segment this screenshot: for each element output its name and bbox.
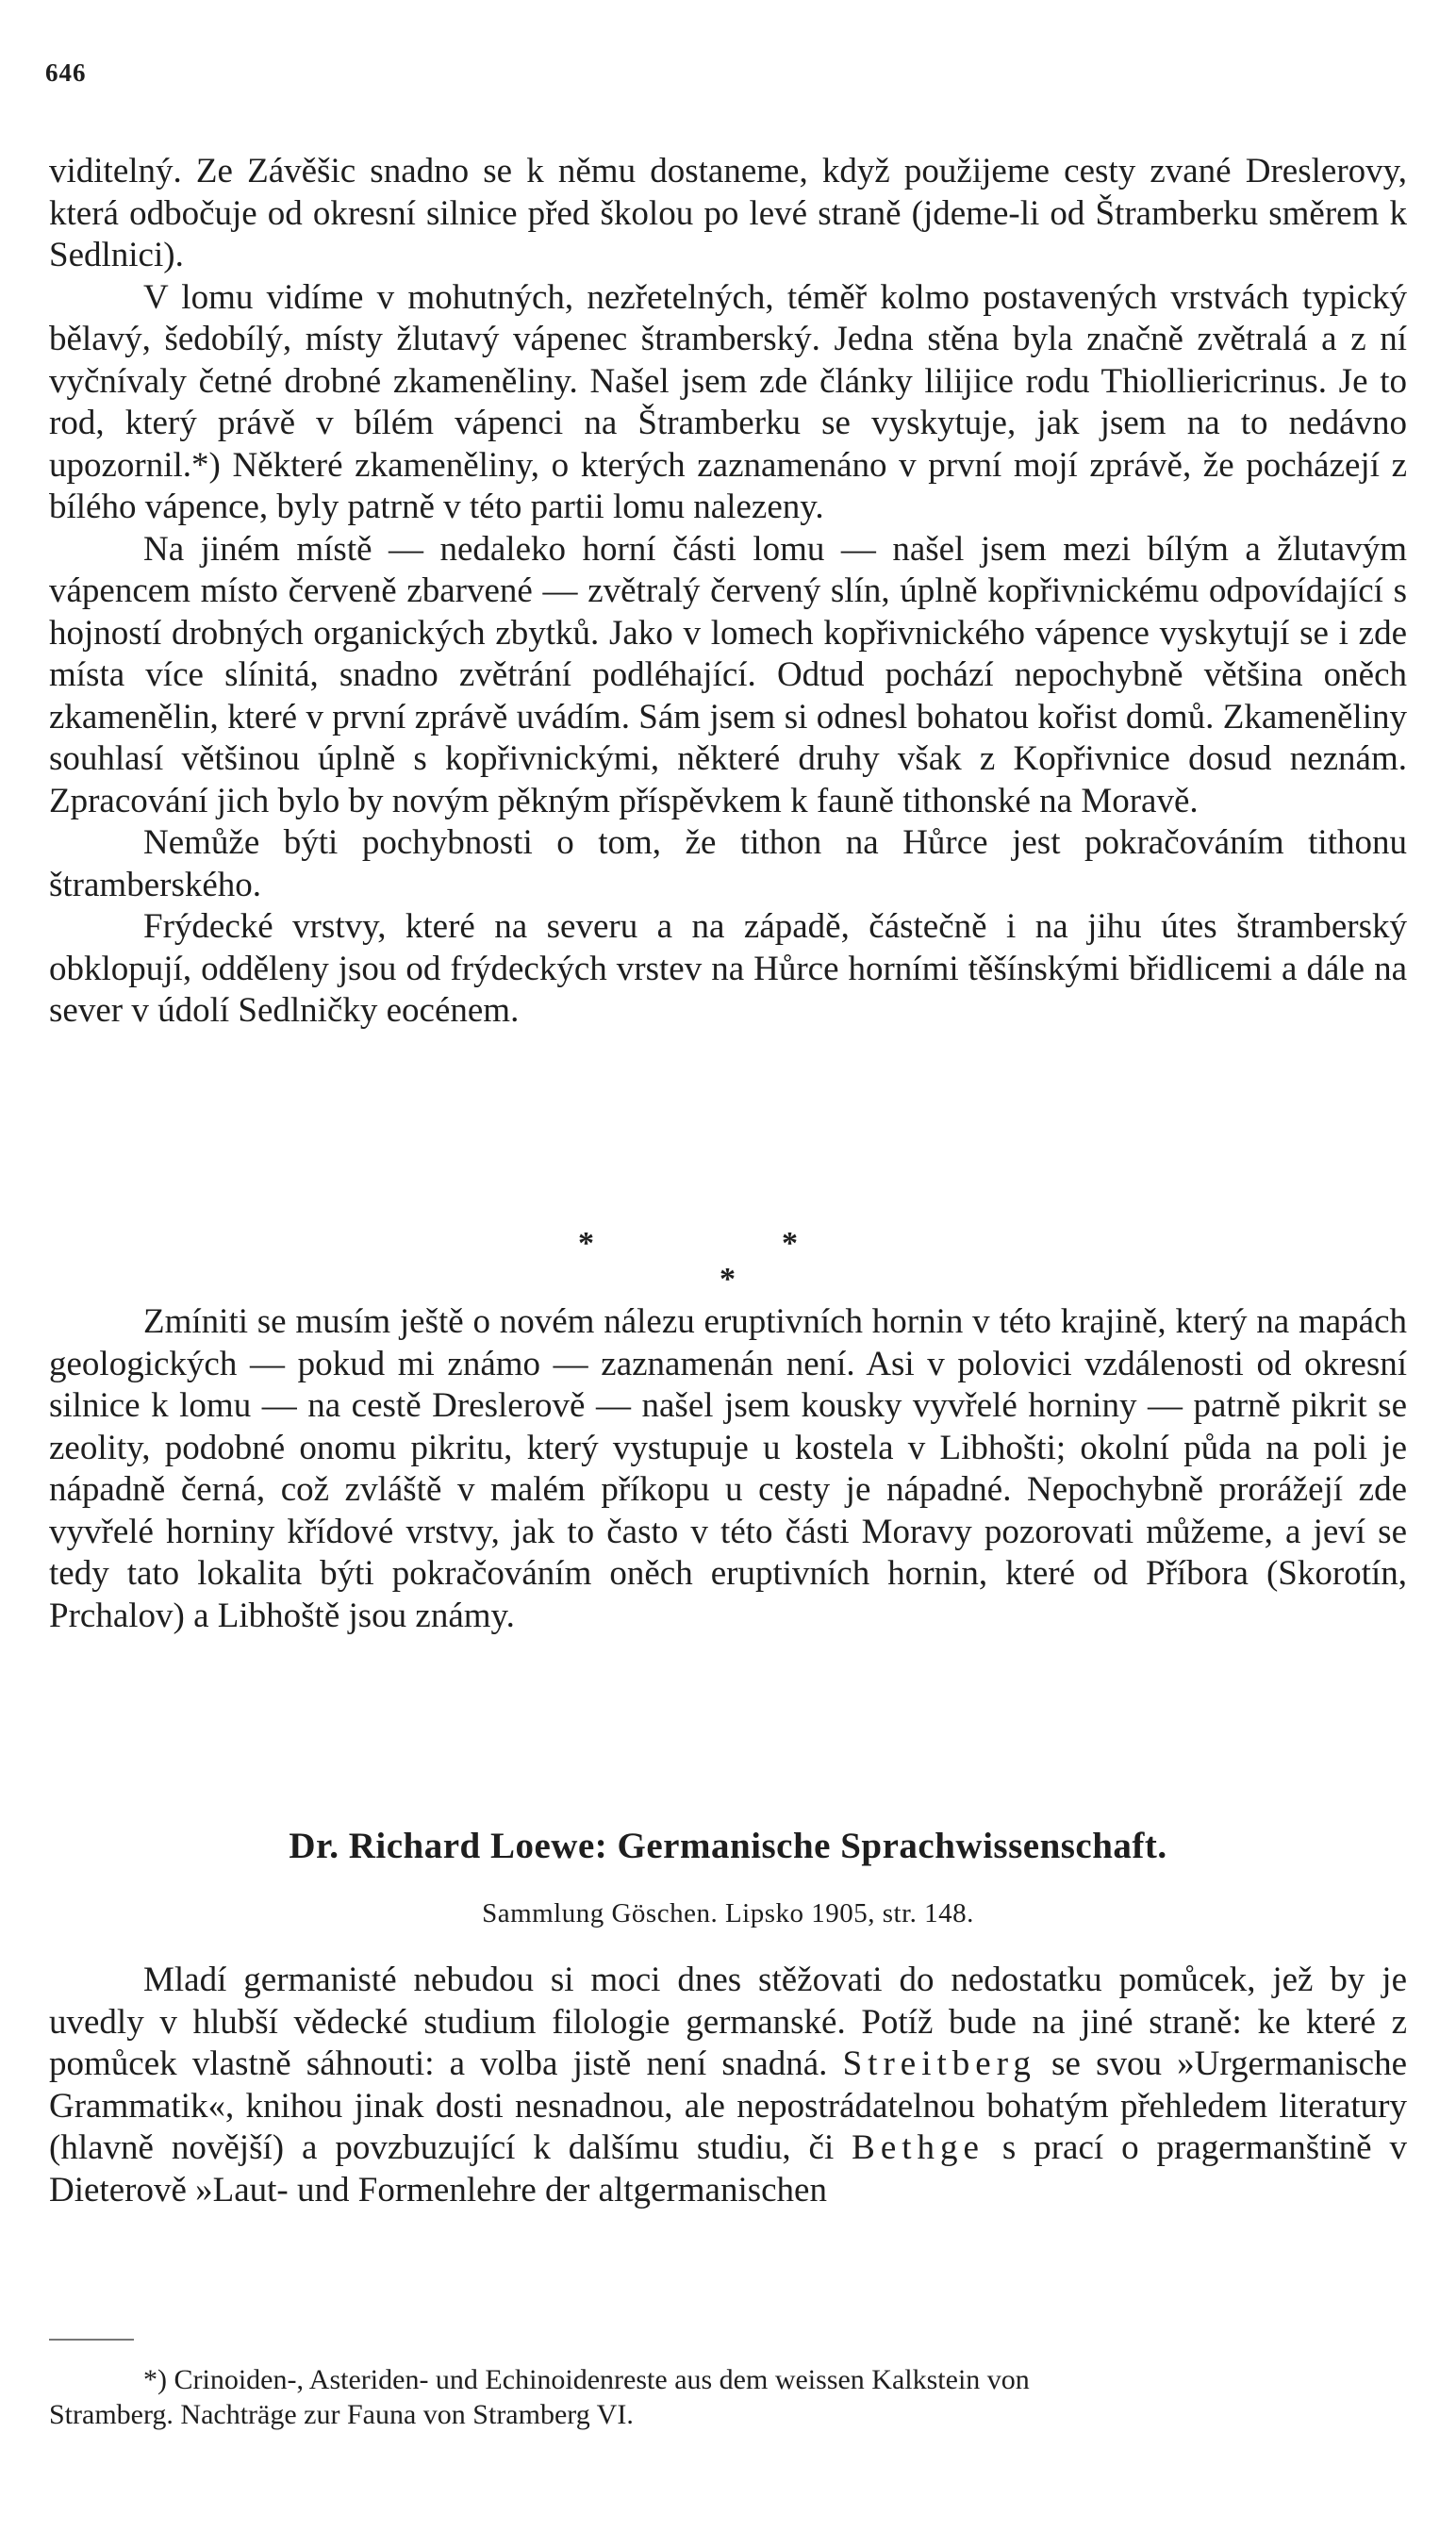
paragraph: V lomu vidíme v mohutných, nezřetelných, téměř kolmo postavených vrstvách typický bělavý, šedobílý, místy žlutavý vápenec štramberský. Jedna stěna byla značně zvětralá a z ní vyčnívaly četné drobné zkameněliny. Našel jsem zde články lilijice rodu Thiolliericrinus. Je to rod, který právě v bílém vápenci na Štramberku se vyskytuje, jak jsem na to nedávno upozornil.*) Některé zkameněliny, o kterých zaznamenáno v první mojí zprávě, že pocházejí z bílého vápence, byly patrně v této partii lomu nalezeny. (49, 277, 1407, 526)
review-body (49, 1960, 1407, 2211)
paragraph: Na jiném místě — nedaleko horní části lomu — našel jsem mezi bílým a žlutavým vápencem místo červeně zbarvené — zvětralý červený slín, úplně kopřivnickému odpovídající s hojností drobných organických zbytků. Jako v lomech kopřivnického vápence vyskytují se i zde místa více slínitá, snadno zvětrání podléhající. Odtud pochází nepochybně většina oněch zkamenělin, které v první zprávě uvádím. Sám jsem si odnesl bohatou kořist domů. Zkameněliny souhlasí většinou úplně s kopřivnickými, některé druhy však z Kopřivnice dosud neznám. Zpracování jich bylo by novým pěkným příspěvkem k fauně tithonské na Moravě. (49, 529, 1407, 820)
review-text-end: s prací o pragermanštině v Dieterově »Laut- und Formenlehre der altgermanischen (49, 2128, 1408, 2209)
footnote-line-1: *) Crinoiden-, Asteriden- und Echinoidenreste aus dem weissen Kalkstein von (143, 2364, 1030, 2395)
body-section-2 (49, 1301, 1407, 1637)
review-subtitle: Sammlung Göschen. Lipsko 1905, str. 148. (482, 1898, 974, 1928)
paragraph: viditelný. Ze Závěšic snadno se k němu dostaneme, když použijeme cesty zvané Dreslerovy, která odbočuje od okresní silnice před školou po levé straně (jdeme-li od Štramberku směrem k Sedlnici). (49, 152, 1407, 274)
author-name-bethge: Bethge (852, 2128, 984, 2167)
paragraph (49, 1960, 1407, 2211)
paragraph: Zmíniti se musím ještě o novém nálezu eruptivních hornin v této krajině, který na mapách geologických — pokud mi známo — zaznamenán není. Asi v polovici vzdálenosti od okresní silnice k lomu — na cestě Dreslerově — našel jsem kousky vyvřelé horniny — patrně pikrit se zeolity, podobné onomu pikritu, který vystupuje u kostela v Libhošti; okolní půda na poli je nápadně černá, což zvláště v malém příkopu u cesty je nápadné. Nepochybně prorážejí zde vyvřelé horniny křídové vrstvy, jak to často v této části Moravy pozorovati můžeme, a jeví se tedy tato lokalita býti pokračováním oněch eruptivních hornin, které od Příbora (Skorotín, Prchalov) a Libhoště jsou známy. (49, 1302, 1407, 1635)
footnote-line-2: Stramberg. Nachträge zur Fauna von Stramberg VI. (49, 2399, 634, 2430)
paragraph: Frýdecké vrstvy, které na severu a na západě, částečně i na jihu útes štramberský obklopují, odděleny jsou od frýdeckých vrstev na Hůrce horními těšínskými břidlicemi a dále na sever v údolí Sedlničky eocénem. (49, 907, 1407, 1030)
review-text-middle: se svou »Urgermanische Grammatik«, knihou jinak dosti nesnadnou, ale nepostrádatelnou bohatým přehledem literatury (hlavně novější) a povzbuzující k dalšímu studiu, či (49, 2044, 1407, 2167)
footnote (49, 2362, 1407, 2432)
paragraph: Nemůže býti pochybnosti o tom, že tithon na Hůrce jest pokračováním tithonu štramberského. (49, 823, 1407, 904)
asterisk: * (720, 1262, 736, 1297)
author-name-streitberg: Streitberg (842, 2044, 1036, 2083)
review-title: Dr. Richard Loewe: Germanische Sprachwissenschaft. (289, 1826, 1167, 1866)
review-text-start: Mladí germanisté nebudou si moci dnes stěžovati do nedostatku pomůcek, jež by je uvedly v hlubší vědecké studium filologie germanské. Potíž bude na jiné straně: ke které z pomůcek vlastně sáhnouti: a volba jistě není snadná. (49, 1961, 1407, 2083)
asterisk: * (578, 1226, 594, 1261)
footnote-divider (49, 2339, 134, 2341)
page-number: 646 (45, 58, 87, 87)
body-section-1 (49, 151, 1407, 1033)
asterisk: * (782, 1226, 798, 1261)
